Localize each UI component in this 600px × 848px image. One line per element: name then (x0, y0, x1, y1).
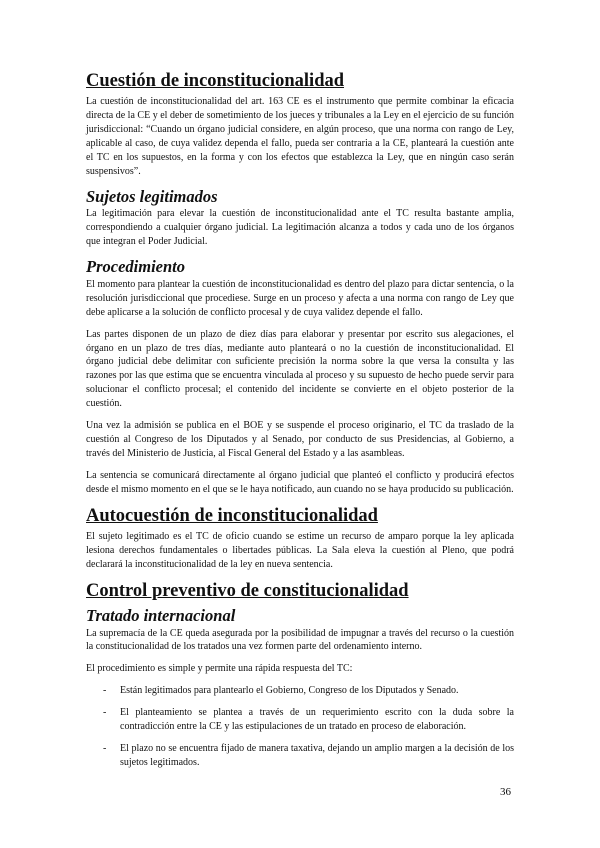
section-title-cuestion: Cuestión de inconstitucionalidad (86, 71, 345, 91)
paragraph-tratado: La supremacía de la CE queda asegurada por la posibilidad de impugnar a través del recurso o la cuestión la constitucionalidad de los tratados una vez formen parte del ordenamiento interno. (86, 627, 514, 653)
paragraph-control-procedimiento: El procedimiento es simple y permite una rápida respuesta del TC: (86, 663, 353, 675)
paragraph-procedimiento-2: Las partes disponen de un plazo de diez días para elaborar y presentar por escrito sus alegaciones, el órgano en un plazo de tres días, mediante auto planteará o no la cuestión de inconstitucionalidad. El órgano judicial debe delimitar con suficiente precisión la norma sobre la que versa la consulta y las razones por las que estima que se encuentra vinculada al proceso y su supuesto de hecho puede servir para solucionar el conflicto procesal; el contenido del incidente se convierte en el objeto posterior de la cuestión. (86, 328, 514, 410)
paragraph-procedimiento-3: Una vez la admisión se publica en el BOE y se suspende el proceso originario, el TC da traslado de la cuestión al Congreso de los Diputados y al Senado, por conducto de sus Presidencias, al Gobierno, a través del Ministerio de Justicia, al Fiscal General del Estado y a las asambleas. (86, 420, 514, 459)
list-item (86, 742, 514, 770)
section-title-autocuestion: Autocuestión de inconstitucionalidad (86, 505, 378, 526)
dash-bullet: - (103, 707, 107, 719)
list-item-text: El plazo no se encuentra fijado de manera taxativa, dejando un amplio margen a la decisión de los sujetos legitimados. (120, 742, 514, 768)
dash-bullet: - (103, 685, 107, 697)
list-item-text: El planteamiento se plantea a través de un requerimiento escrito con la duda sobre la contradicción entre la CE y las estipulaciones de un tratado en proceso de elaboración. (120, 707, 514, 733)
document-page (86, 70, 514, 778)
paragraph-cuestion-intro: La cuestión de inconstitucionalidad del art. 163 CE es el instrumento que permite combinar la eficacia directa de la CE y el deber de sometimiento de los jueces y tribunales a la Ley en el ejercicio de su función jurisdiccional: “Cuando un órgano judicial considere, en algún proceso, que una norma con rango de Ley, aplicable al caso, de cuya validez dependa el fallo, pueda ser contraria a la CE, planteará la cuestión ante el TC en los supuestos, en la forma y con los efectos que establezca la Ley, que en ningún caso serán suspensivos”. (86, 96, 514, 177)
paragraph-procedimiento-1: El momento para plantear la cuestión de inconstitucionalidad es dentro del plazo para dictar sentencia, o la resolución jurisdiccional que procediese. Surge en un proceso y afecta a una norma con rango de Ley que debe aplicarse a la solución de conflicto procesal y de cuya validez depende el fallo. (86, 278, 514, 318)
list-item (86, 684, 514, 698)
dash-bullet: - (103, 742, 107, 754)
subsection-title-procedimiento: Procedimiento (86, 257, 185, 277)
subsection-title-sujetos: Sujetos legitimados (86, 186, 218, 206)
list-item-text: Están legitimados para plantearlo el Gobierno, Congreso de los Diputados y Senado. (120, 685, 459, 697)
paragraph-sujetos: La legitimación para elevar la cuestión de inconstitucionalidad ante el TC resulta bastante amplia, correspondiendo a cualquier órgano judicial. La legitimación alcanza a todos y cada uno de los órganos que integran el Poder Judicial. (86, 208, 514, 248)
page-number: 36 (500, 786, 511, 798)
subsection-title-tratado: Tratado internacional (86, 605, 236, 625)
control-list (86, 684, 514, 770)
paragraph-procedimiento-4: La sentencia se comunicará directamente al órgano judicial que planteó el conflicto y producirá efectos desde el mismo momento en el que se le haya notificado, aun cuando no se haya producido su publicación. (86, 469, 514, 495)
paragraph-autocuestion: El sujeto legitimado es el TC de oficio cuando se estime un recurso de amparo porque la ley aplicada lesiona derechos fundamentales o libertades públicas. La Sala eleva la cuestión al Pleno, que podrá declarará la inconstitucionalidad de la ley en nueva sentencia. (86, 530, 514, 570)
list-item (86, 706, 514, 734)
section-title-control: Control preventivo de constitucionalidad (86, 580, 409, 601)
